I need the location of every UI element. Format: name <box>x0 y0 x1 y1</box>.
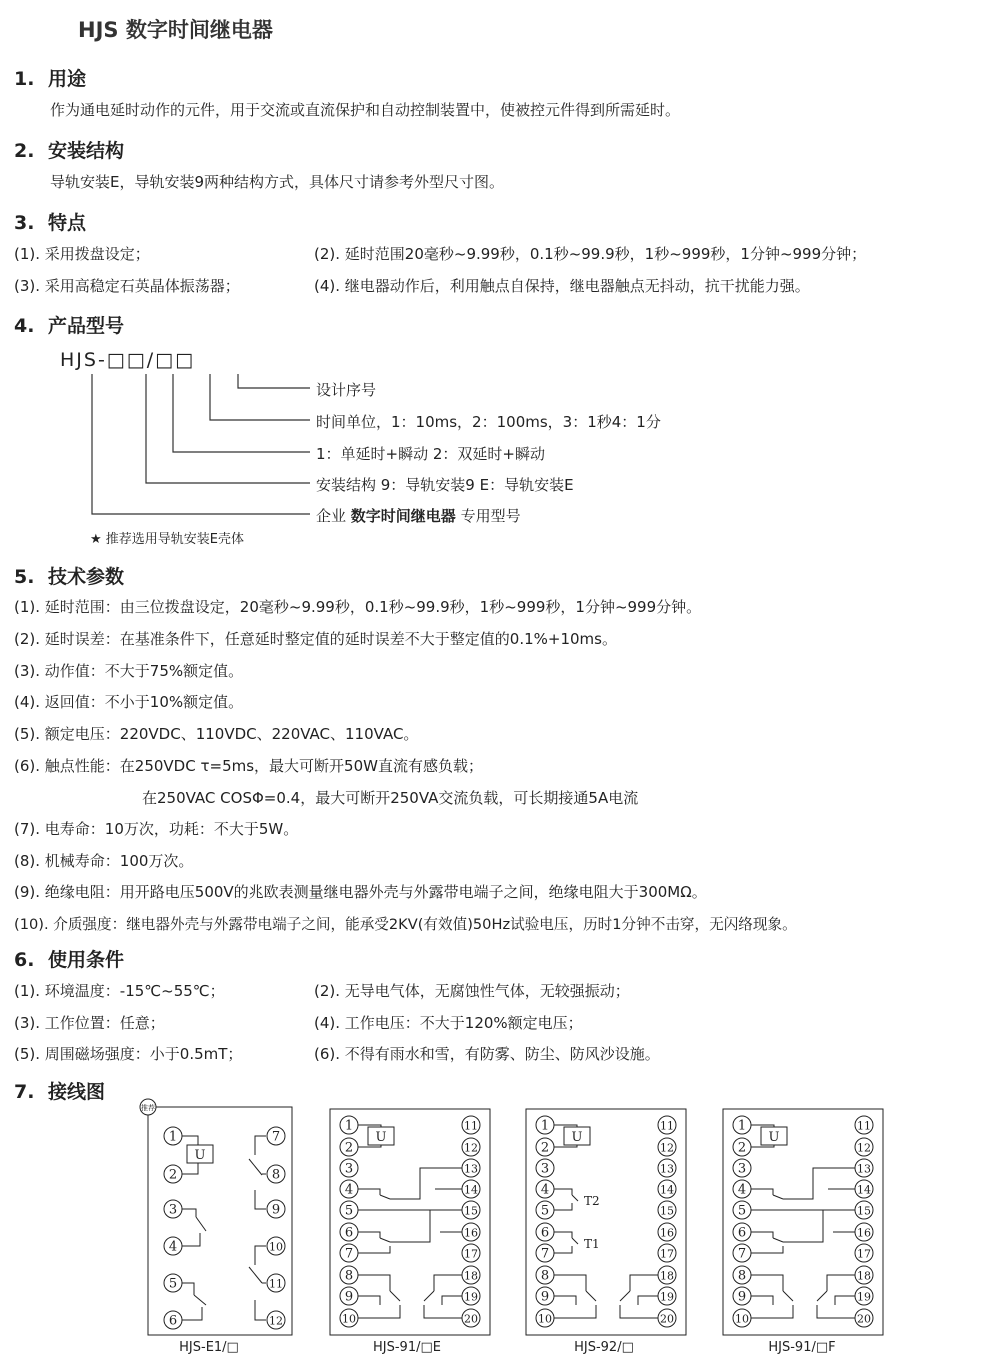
model-recommend-note: ★ 推荐选用导轨安装E壳体 <box>90 532 245 547</box>
terminal-number: 16 <box>660 1226 674 1240</box>
condition-item: (6). 不得有雨水和雪，有防雾、防尘、防风沙设施。 <box>314 1045 660 1063</box>
coil-label: U <box>375 1130 387 1145</box>
terminal-number: 12 <box>660 1141 674 1155</box>
condition-item: (5). 周围磁场强度：小于0.5mT； <box>14 1045 243 1063</box>
model-desc-line: 企业 数字时间继电器 专用型号 <box>316 507 521 525</box>
tech-item: (2). 延时误差：在基准条件下，任意延时整定值的延时误差不大于整定值的0.1%+10ms。 <box>14 630 617 648</box>
terminal-number: 20 <box>464 1312 478 1326</box>
terminal-number: 7 <box>271 1129 281 1145</box>
section-heading-install: 2. 安装结构 <box>14 140 125 162</box>
terminal-number: 3 <box>344 1161 354 1177</box>
terminal-number: 11 <box>269 1277 283 1291</box>
terminal-number: 7 <box>540 1246 550 1262</box>
tech-item: (4). 返回值：不小于10%额定值。 <box>14 693 244 711</box>
terminal-number: 8 <box>540 1268 550 1284</box>
coil-label: U <box>768 1130 780 1145</box>
coil-label: U <box>571 1130 583 1145</box>
terminal-number: 8 <box>271 1167 281 1183</box>
terminal-number: 15 <box>464 1204 478 1218</box>
terminal-number: 10 <box>538 1312 552 1326</box>
wiring-diagram-92 <box>526 1109 686 1335</box>
terminal-number: 13 <box>857 1162 871 1176</box>
tech-item: (1). 延时范围：由三位拨盘设定，20毫秒~9.99秒，0.1秒~99.9秒，1秒~999秒，1分钟~999分钟。 <box>14 598 702 616</box>
terminal-number: 9 <box>737 1289 747 1305</box>
terminal-number: 14 <box>660 1183 674 1197</box>
section-heading-model: 4. 产品型号 <box>14 315 125 337</box>
section-heading-features: 3. 特点 <box>14 212 87 234</box>
terminal-number: 2 <box>540 1140 550 1156</box>
tech-item: (5). 额定电压：220VDC、110VDC、220VAC、110VAC。 <box>14 725 419 743</box>
terminal-number: 15 <box>660 1204 674 1218</box>
terminal-number: 20 <box>857 1312 871 1326</box>
terminal-number: 1 <box>737 1118 747 1134</box>
page-title: HJS 数字时间继电器 <box>78 18 273 42</box>
feature-item: (2). 延时范围20毫秒~9.99秒，0.1秒~99.9秒，1秒~999秒，1分钟~999分钟； <box>314 245 867 263</box>
wiring-diagram-91f <box>723 1109 883 1335</box>
terminal-number: 19 <box>660 1290 674 1304</box>
terminal-number: 7 <box>344 1246 354 1262</box>
coil-label: U <box>194 1148 206 1163</box>
diagram-label: HJS-91/□E <box>373 1340 441 1355</box>
terminal-number: 6 <box>540 1225 550 1241</box>
tech-item: (9). 绝缘电阻：用开路电压500V的兆欧表测量继电器外壳与外露带电端子之间，绝缘电阻大于300MΩ。 <box>14 883 707 901</box>
tech-item-continued: 在250VAC COSΦ=0.4，最大可断开250VA交流负载，可长期接通5A电流 <box>142 789 639 807</box>
terminal-number: 17 <box>857 1247 871 1261</box>
t1-label: T1 <box>584 1237 600 1251</box>
terminal-number: 11 <box>857 1119 871 1133</box>
terminal-number: 17 <box>660 1247 674 1261</box>
diagram-label: HJS-E1/□ <box>179 1340 239 1355</box>
terminal-number: 5 <box>344 1203 354 1219</box>
terminal-number: 6 <box>168 1313 178 1329</box>
diagram-label: HJS-92/□ <box>574 1340 634 1355</box>
wiring-diagram-e1 <box>140 1099 292 1335</box>
wiring-diagram-91e <box>330 1109 490 1335</box>
tech-item: (7). 电寿命：10万次，功耗：不大于5W。 <box>14 820 299 838</box>
diagram-label: HJS-91/□F <box>768 1340 836 1355</box>
tech-item: (8). 机械寿命：100万次。 <box>14 852 194 870</box>
feature-item: (1). 采用拨盘设定； <box>14 245 150 263</box>
section-heading-wiring: 7. 接线图 <box>14 1081 106 1103</box>
model-desc-line: 时间单位，1：10ms，2：100ms，3：1秒4：1分 <box>316 413 661 431</box>
terminal-number: 10 <box>342 1312 356 1326</box>
tech-item: (3). 动作值：不大于75%额定值。 <box>14 662 244 680</box>
install-text: 导轨安装E，导轨安装9两种结构方式，具体尺寸请参考外型尺寸图。 <box>50 173 505 191</box>
condition-item: (2). 无导电气体，无腐蚀性气体，无较强振动； <box>314 982 630 1000</box>
terminal-number: 13 <box>660 1162 674 1176</box>
condition-item: (4). 工作电压：不大于120%额定电压； <box>314 1014 583 1032</box>
terminal-number: 18 <box>464 1269 478 1283</box>
model-bracket-lines <box>0 0 320 530</box>
terminal-number: 8 <box>737 1268 747 1284</box>
terminal-number: 9 <box>344 1289 354 1305</box>
usage-text: 作为通电延时动作的元件，用于交流或直流保护和自动控制装置中，使被控元件得到所需延时。 <box>50 101 681 119</box>
terminal-number: 16 <box>464 1226 478 1240</box>
model-desc-line: 设计序号 <box>316 381 377 399</box>
tech-item: (6). 触点性能：在250VDC τ=5ms，最大可断开50W直流有感负载； <box>14 757 483 775</box>
wiring-diagrams <box>0 1095 1000 1370</box>
model-code: HJS-□□/□□ <box>60 349 196 371</box>
model-desc-line: 1：单延时+瞬动 2：双延时+瞬动 <box>316 445 545 463</box>
section-heading-conditions: 6. 使用条件 <box>14 949 125 971</box>
terminal-number: 18 <box>660 1269 674 1283</box>
terminal-number: 16 <box>857 1226 871 1240</box>
terminal-number: 1 <box>344 1118 354 1134</box>
t2-label: T2 <box>584 1194 600 1208</box>
terminal-number: 1 <box>540 1118 550 1134</box>
terminal-number: 4 <box>540 1182 550 1198</box>
terminal-number: 11 <box>660 1119 674 1133</box>
terminal-number: 4 <box>344 1182 354 1198</box>
terminal-number: 10 <box>269 1240 283 1254</box>
terminal-number: 10 <box>735 1312 749 1326</box>
terminal-number: 14 <box>857 1183 871 1197</box>
terminal-number: 4 <box>737 1182 747 1198</box>
terminal-number: 12 <box>464 1141 478 1155</box>
terminal-number: 5 <box>540 1203 550 1219</box>
terminal-number: 9 <box>271 1202 281 1218</box>
terminal-number: 9 <box>540 1289 550 1305</box>
terminal-number: 3 <box>737 1161 747 1177</box>
terminal-number: 4 <box>168 1239 178 1255</box>
terminal-number: 17 <box>464 1247 478 1261</box>
section-heading-tech: 5. 技术参数 <box>14 566 125 588</box>
terminal-number: 18 <box>857 1269 871 1283</box>
terminal-number: 12 <box>269 1314 283 1328</box>
terminal-number: 7 <box>737 1246 747 1262</box>
terminal-number: 13 <box>464 1162 478 1176</box>
terminal-number: 3 <box>540 1161 550 1177</box>
section-heading-usage: 1. 用途 <box>14 68 87 90</box>
model-desc-line: 安装结构 9：导轨安装9 E：导轨安装E <box>316 476 574 494</box>
terminal-number: 1 <box>168 1129 178 1145</box>
feature-item: (3). 采用高稳定石英晶体振荡器； <box>14 277 240 295</box>
tech-item: (10). 介质强度：继电器外壳与外露带电端子之间，能承受2KV(有效值)50Hz试验电压，历时1分钟不击穿，无闪络现象。 <box>14 916 797 933</box>
terminal-number: 6 <box>344 1225 354 1241</box>
terminal-number: 6 <box>737 1225 747 1241</box>
terminal-number: 11 <box>464 1119 478 1133</box>
feature-item: (4). 继电器动作后，利用触点自保持，继电器触点无抖动，抗干扰能力强。 <box>314 277 810 295</box>
terminal-number: 15 <box>857 1204 871 1218</box>
terminal-number: 2 <box>737 1140 747 1156</box>
terminal-number: 5 <box>737 1203 747 1219</box>
badge-label: 推荐 <box>141 1104 155 1112</box>
terminal-number: 2 <box>168 1167 178 1183</box>
condition-item: (3). 工作位置：任意； <box>14 1014 165 1032</box>
terminal-number: 5 <box>168 1276 178 1292</box>
terminal-number: 2 <box>344 1140 354 1156</box>
terminal-number: 8 <box>344 1268 354 1284</box>
terminal-number: 19 <box>464 1290 478 1304</box>
terminal-number: 20 <box>660 1312 674 1326</box>
terminal-number: 12 <box>857 1141 871 1155</box>
terminal-number: 19 <box>857 1290 871 1304</box>
terminal-number: 14 <box>464 1183 478 1197</box>
condition-item: (1). 环境温度：-15℃~55℃； <box>14 982 225 1000</box>
terminal-number: 3 <box>168 1202 178 1218</box>
